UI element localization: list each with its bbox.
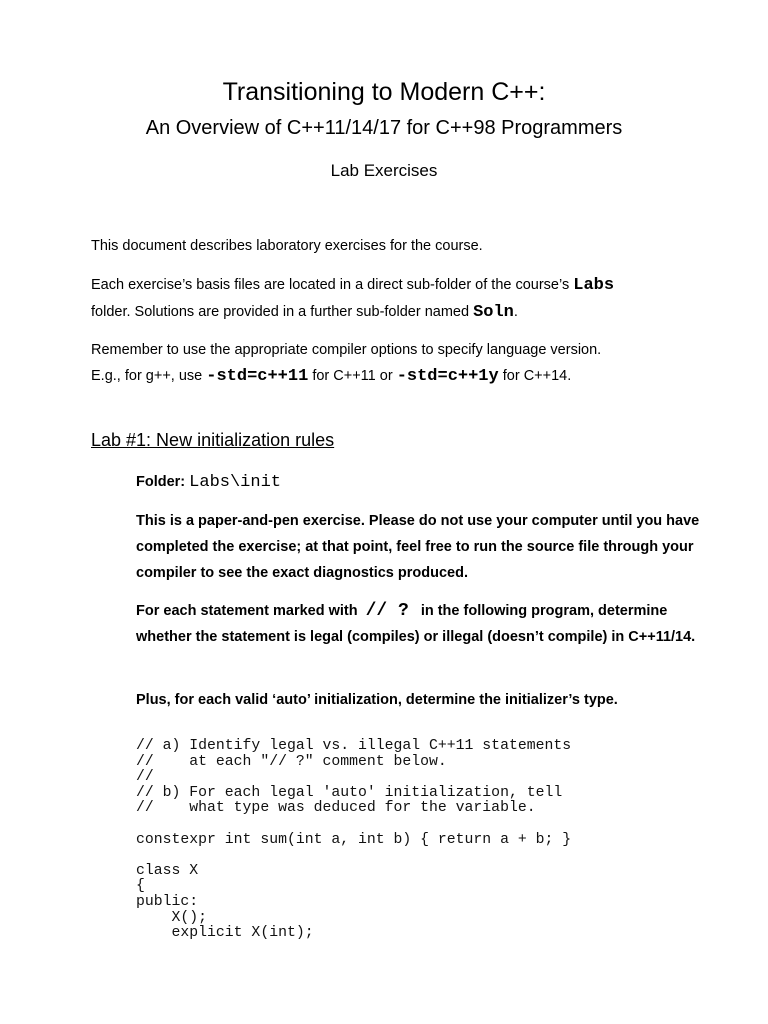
soln-folder-code: Soln (473, 303, 514, 322)
intro-text-3b: E.g., for g++, use (91, 368, 207, 384)
lab1-heading: Lab #1: New initialization rules (91, 430, 335, 450)
code-line: // a) Identify legal vs. illegal C++11 statements (136, 738, 572, 754)
intro-text-2a: Each exercise’s basis files are located in a direct sub-folder of the course’s (91, 277, 574, 293)
std-cpp1y-flag: -std=c++1y (396, 367, 499, 386)
lab1-auto-instructions: Plus, for each valid ‘auto’ initialization, determine the initializer’s type. (136, 692, 618, 708)
folder-label: Folder: (136, 474, 190, 490)
lab1-statement-instructions (136, 598, 716, 650)
code-line: class X (136, 862, 199, 879)
statement-text-b: in the following program, determine whether the statement is legal (compiles) or illegal (doesn’t compile) in C++11/14. (136, 603, 696, 645)
statement-text-a: For each statement marked with (136, 603, 358, 619)
section-label: Lab Exercises (330, 161, 438, 180)
document-title: Transitioning to Modern C++: (222, 78, 546, 106)
comment-marker-code: // ? (365, 601, 409, 621)
lab1-folder-line (136, 469, 716, 496)
code-line: // at each "// ?" comment below. (136, 753, 447, 770)
intro-text-1: This document describes laboratory exercises for the course. (91, 238, 483, 254)
code-line: public: (136, 893, 199, 910)
intro-text-3d: for C++14. (498, 368, 572, 384)
labs-folder-code: Labs (573, 276, 615, 295)
code-line: constexpr int sum(int a, int b) { return a + b; } (136, 831, 572, 848)
lab1-description: This is a paper-and-pen exercise. Please do not use your computer until you have completed the exercise; at that point, feel free to run the source file through your compiler to see the exact diagnostics produced. (136, 513, 700, 581)
code-line: // what type was deduced for the variable. (136, 800, 536, 817)
document-subtitle: An Overview of C++11/14/17 for C++98 Programmers (145, 117, 623, 139)
intro-text-2b: folder. Solutions are provided in a further sub-folder named (91, 304, 474, 320)
code-line (136, 817, 571, 833)
code-line: { (136, 878, 145, 895)
intro-paragraph-3 (91, 337, 711, 390)
std-cpp11-flag: -std=c++11 (206, 367, 309, 386)
code-line: explicit X(int); (136, 925, 314, 942)
code-line: X(); (136, 909, 208, 926)
intro-paragraph-1 (91, 233, 711, 259)
intro-paragraph-2 (91, 272, 711, 326)
code-line: // b) For each legal 'auto' initialization, tell (136, 784, 563, 801)
intro-text-3a: Remember to use the appropriate compiler options to specify language version. (91, 342, 602, 358)
code-listing (136, 739, 571, 942)
folder-path: Labs\init (189, 473, 281, 492)
intro-text-3c: for C++11 or (308, 368, 397, 384)
code-line (136, 848, 571, 864)
intro-text-2-end: . (513, 304, 518, 320)
code-line: // (136, 769, 154, 786)
